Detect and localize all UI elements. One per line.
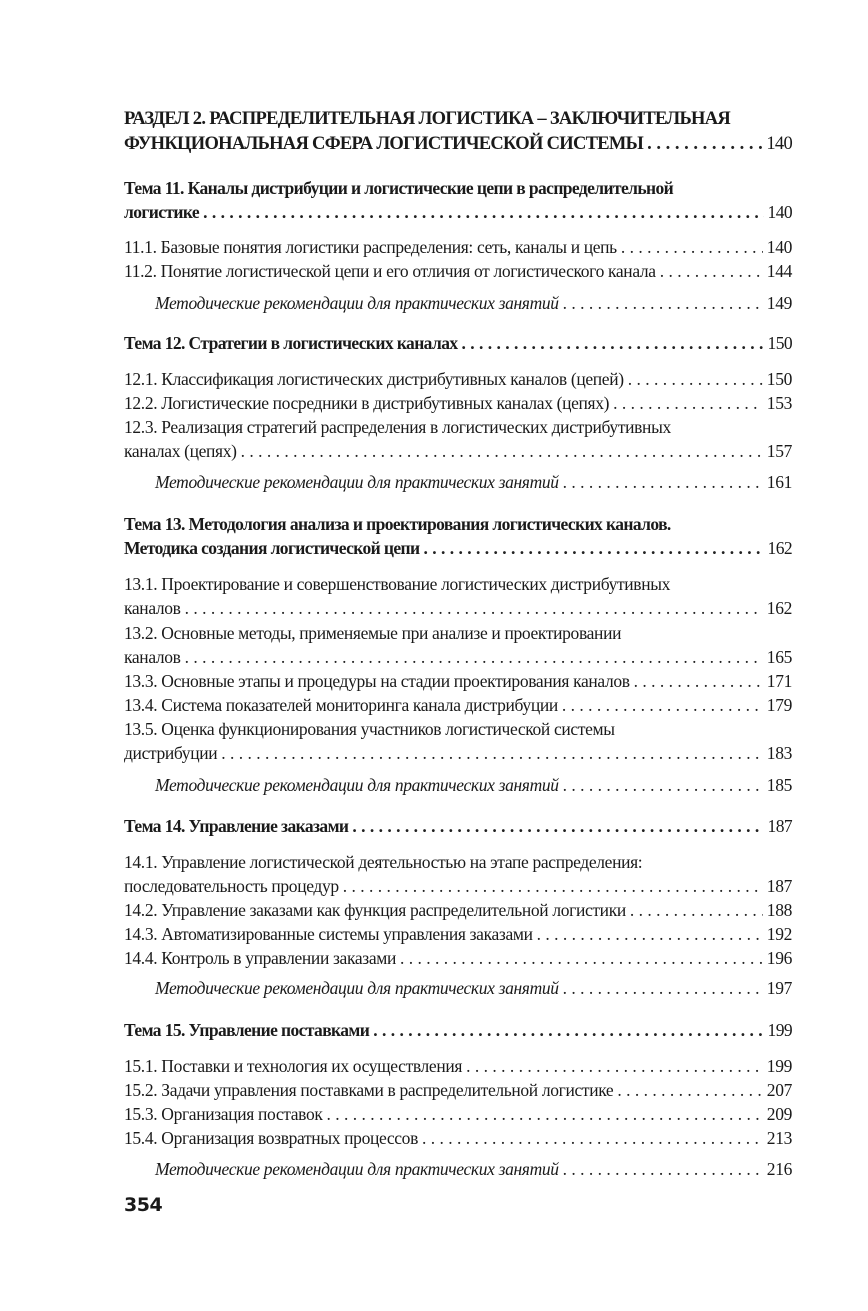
dot-leader (221, 741, 763, 765)
page-number: 179 (766, 695, 792, 715)
toc-entry-13-2[interactable] (124, 645, 792, 669)
entry-text: 13.3. Основные этапы и процедуры на стадии проектирования каналов (124, 671, 630, 691)
entry-text-cont: каналов (124, 647, 181, 667)
entry-text: 13.2. Основные методы, применяемые при анализе и проектировании (124, 623, 622, 643)
page-number: 161 (766, 472, 792, 492)
dot-leader (537, 922, 763, 946)
section-title-text-2: ФУНКЦИОНАЛЬНАЯ СФЕРА ЛОГИСТИЧЕСКОЙ СИСТЕМЫ (124, 134, 644, 154)
entry-text: 12.3. Реализация стратегий распределения в логистических дистрибутивных (124, 417, 671, 437)
toc-entry-topic-12[interactable] (124, 331, 792, 355)
toc-entry-13-1[interactable] (124, 596, 792, 620)
dot-leader (373, 1018, 763, 1042)
toc-entry-12-3[interactable] (124, 439, 792, 463)
page-folio-number: 354 (124, 1194, 163, 1216)
toc-entry-guidelines-12[interactable] (155, 470, 792, 494)
page-number: 213 (766, 1128, 792, 1148)
toc-entry-14-3[interactable] (124, 922, 792, 946)
entry-text: 15.4. Организация возвратных процессов (124, 1128, 418, 1148)
toc-entry-14-1[interactable] (124, 874, 792, 898)
toc-entry-topic-14[interactable] (124, 814, 792, 838)
toc-entry-15-2[interactable] (124, 1078, 792, 1102)
entry-text: 13.4. Система показателей мониторинга канала дистрибуции (124, 695, 558, 715)
toc-entry-14-1-line1[interactable] (124, 850, 792, 874)
page-number: 162 (767, 538, 792, 558)
toc-entry-13-4[interactable] (124, 693, 792, 717)
page-number: 150 (766, 369, 792, 389)
dot-leader (462, 331, 764, 355)
dot-leader (185, 645, 763, 669)
toc-entry-15-3[interactable] (124, 1102, 792, 1126)
page-number: 197 (766, 978, 792, 998)
dot-leader (563, 1157, 763, 1181)
dot-leader (562, 693, 763, 717)
page-number: 199 (767, 1020, 792, 1040)
topic-title-text: Тема 12. Стратегии в логистических каналах (124, 333, 458, 353)
page-number: 157 (766, 441, 792, 461)
dot-leader (628, 367, 763, 391)
page-number: 209 (766, 1104, 792, 1124)
entry-text: 12.1. Классификация логистических дистрибутивных каналов (цепей) (124, 369, 624, 389)
dot-leader (613, 391, 763, 415)
toc-entry-topic-15[interactable] (124, 1018, 792, 1042)
dot-leader (617, 1078, 762, 1102)
dot-leader (466, 1054, 763, 1078)
toc-entry-15-4[interactable] (124, 1126, 792, 1150)
toc-entry-guidelines-13[interactable] (155, 773, 792, 797)
entry-text: 15.3. Организация поставок (124, 1104, 323, 1124)
topic-13-title-line1 (124, 512, 792, 536)
entry-text: 15.1. Поставки и технология их осуществления (124, 1056, 463, 1076)
page-number: 188 (766, 900, 792, 920)
topic-title-text: Тема 14. Управление заказами (124, 816, 349, 836)
page-number: 153 (766, 393, 792, 413)
entry-text-cont: каналов (124, 598, 181, 618)
page-number: 140 (766, 134, 792, 154)
dot-leader (400, 946, 763, 970)
page-number: 150 (767, 333, 792, 353)
section-title-text: РАЗДЕЛ 2. РАСПРЕДЕЛИТЕЛЬНАЯ ЛОГИСТИКА – ЗАКЛЮЧИТЕЛЬНАЯ (124, 109, 731, 129)
dot-leader (185, 596, 763, 620)
entry-text: Методические рекомендации для практических занятий (155, 472, 559, 492)
page-number: 140 (767, 202, 792, 222)
page-number: 187 (767, 816, 792, 836)
entry-text: 14.2. Управление заказами как функция распределительной логистики (124, 900, 626, 920)
toc-entry-topic-11[interactable] (124, 200, 792, 224)
entry-text-cont: последовательность процедур (124, 876, 339, 896)
entry-text: Методические рекомендации для практических занятий (155, 293, 559, 313)
entry-text: 12.2. Логистические посредники в дистрибутивных каналах (цепях) (124, 393, 610, 413)
page-number: 199 (766, 1056, 792, 1076)
toc-entry-guidelines-14[interactable] (155, 976, 792, 1000)
toc-entry-12-2[interactable] (124, 391, 792, 415)
entry-text: Методические рекомендации для практических занятий (155, 1159, 559, 1179)
toc-entry-13-1-line1[interactable] (124, 572, 792, 596)
topic-title-text: Тема 13. Методология анализа и проектирования логистических каналов. (124, 514, 671, 534)
toc-entry-13-2-line1[interactable] (124, 621, 792, 645)
page-number: 183 (766, 743, 792, 763)
dot-leader (422, 1126, 763, 1150)
entry-text-cont: каналах (цепях) (124, 441, 237, 461)
page-number: 216 (766, 1159, 792, 1179)
toc-entry-guidelines-11[interactable] (155, 291, 792, 315)
entry-text: 11.2. Понятие логистической цепи и его отличия от логистического канала (124, 261, 656, 281)
page-number: 187 (766, 876, 792, 896)
dot-leader (630, 898, 763, 922)
dot-leader (424, 536, 764, 560)
section-title-line1 (124, 107, 792, 131)
toc-entry-13-5-line1[interactable] (124, 717, 792, 741)
toc-entry-11-1[interactable] (124, 235, 792, 259)
page-number: 165 (766, 647, 792, 667)
dot-leader (352, 814, 763, 838)
dot-leader (563, 976, 763, 1000)
entry-text: 14.4. Контроль в управлении заказами (124, 948, 396, 968)
entry-text: 14.3. Автоматизированные системы управления заказами (124, 924, 533, 944)
dot-leader (563, 470, 763, 494)
topic-title-text-2: логистике (124, 202, 200, 222)
dot-leader (634, 669, 763, 693)
page-number: 140 (766, 237, 792, 257)
dot-leader (241, 439, 763, 463)
toc-entry-14-4[interactable] (124, 946, 792, 970)
dot-leader (343, 874, 763, 898)
dot-leader (203, 200, 763, 224)
entry-text: Методические рекомендации для практических занятий (155, 978, 559, 998)
page-number: 144 (766, 261, 792, 281)
toc-entry-14-2[interactable] (124, 898, 792, 922)
topic-title-text: Тема 15. Управление поставками (124, 1020, 370, 1040)
page-number: 149 (766, 293, 792, 313)
toc-entry-topic-13[interactable] (124, 536, 792, 560)
topic-title-text: Тема 11. Каналы дистрибуции и логистические цепи в распределительной (124, 178, 674, 198)
page-number: 196 (766, 948, 792, 968)
dot-leader (647, 132, 762, 156)
entry-text: 14.1. Управление логистической деятельностью на этапе распределения: (124, 852, 643, 872)
dot-leader (563, 773, 763, 797)
entry-text-cont: дистрибуции (124, 743, 218, 763)
dot-leader (327, 1102, 763, 1126)
page-number: 192 (766, 924, 792, 944)
entry-text: 13.1. Проектирование и совершенствование логистических дистрибутивных (124, 574, 671, 594)
entry-text: Методические рекомендации для практических занятий (155, 775, 559, 795)
dot-leader (621, 235, 763, 259)
toc-entry-13-5[interactable] (124, 741, 792, 765)
page-number: 162 (766, 598, 792, 618)
toc-entry-guidelines-15[interactable] (155, 1157, 792, 1181)
toc-entry-15-1[interactable] (124, 1054, 792, 1078)
topic-title-text-2: Методика создания логистической цепи (124, 538, 420, 558)
entry-text: 15.2. Задачи управления поставками в распределительной логистике (124, 1080, 614, 1100)
page-number: 185 (766, 775, 792, 795)
dot-leader (563, 291, 763, 315)
toc-entry-11-2[interactable] (124, 259, 792, 283)
topic-11-title-line1 (124, 176, 792, 200)
toc-entry-12-1[interactable] (124, 367, 792, 391)
dot-leader (660, 259, 763, 283)
entry-text: 13.5. Оценка функционирования участников логистической системы (124, 719, 615, 739)
page-number: 171 (766, 671, 792, 691)
entry-text: 11.1. Базовые понятия логистики распределения: сеть, каналы и цепь (124, 237, 617, 257)
toc-entry-section[interactable] (124, 132, 792, 156)
page-number: 207 (766, 1080, 792, 1100)
toc-entry-12-3-line1[interactable] (124, 415, 792, 439)
toc-entry-13-3[interactable] (124, 669, 792, 693)
